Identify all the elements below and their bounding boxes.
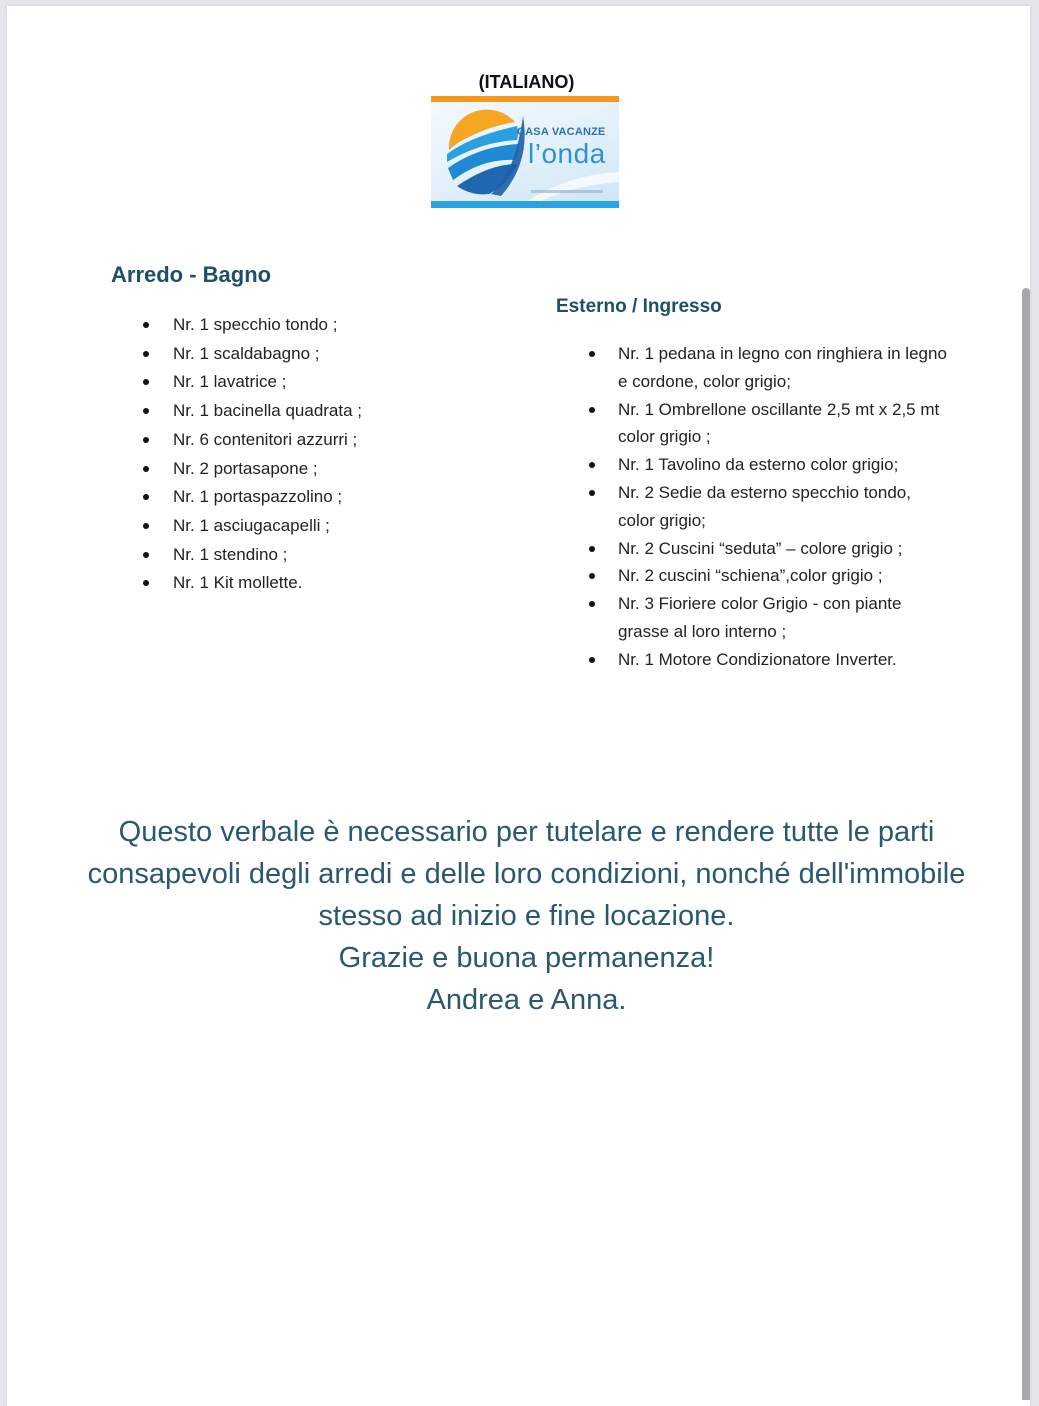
list-item: Nr. 1 portaspazzolino ;: [173, 483, 503, 512]
esterno-item-list: [618, 340, 948, 674]
logo-fine-print: [531, 190, 603, 193]
list-item: Nr. 3 Fioriere color Grigio - con piante grasse al loro interno ;: [618, 590, 948, 646]
list-item: Nr. 1 scaldabagno ;: [173, 340, 503, 369]
closing-paragraph: Questo verbale è necessario per tutelare e rendere tutte le parti consapevoli degli arredi e delle loro condizioni, nonché dell'immobile stesso ad inizio e fine locazione.: [87, 816, 966, 932]
closing-note: [87, 811, 966, 1021]
closing-signature: Andrea e Anna.: [426, 984, 627, 1016]
list-item: Nr. 2 Cuscini “seduta” – colore grigio ;: [618, 535, 948, 563]
list-item: Nr. 1 specchio tondo ;: [173, 311, 503, 340]
list-item: Nr. 1 Motore Condizionatore Inverter.: [618, 646, 948, 674]
closing-thanks: Grazie e buona permanenza!: [338, 942, 715, 974]
bagno-item-list: [173, 311, 503, 598]
casa-vacanze-logo: [431, 96, 619, 208]
logo-line2: l’onda: [528, 138, 606, 169]
section-title-bagno: Arredo - Bagno: [111, 262, 272, 287]
vertical-scrollbar[interactable]: [1022, 288, 1030, 1400]
list-item: Nr. 2 portasapone ;: [173, 455, 503, 484]
list-item: Nr. 1 Tavolino da esterno color grigio;: [618, 451, 948, 479]
list-item: Nr. 2 cuscini “schiena”,color grigio ;: [618, 562, 948, 590]
list-item: Nr. 1 lavatrice ;: [173, 368, 503, 397]
list-item: Nr. 2 Sedie da esterno specchio tondo, color grigio;: [618, 479, 948, 535]
list-item: Nr. 1 pedana in legno con ringhiera in legno e cordone, color grigio;: [618, 340, 948, 396]
language-label: (ITALIANO): [478, 72, 575, 92]
list-item: Nr. 1 stendino ;: [173, 541, 503, 570]
list-item: Nr. 1 Ombrellone oscillante 2,5 mt x 2,5 mt color grigio ;: [618, 396, 948, 452]
list-item: Nr. 1 Kit mollette.: [173, 569, 503, 598]
list-item: Nr. 6 contenitori azzurri ;: [173, 426, 503, 455]
list-item: Nr. 1 asciugacapelli ;: [173, 512, 503, 541]
logo-line1: CASA VACANZE: [517, 126, 606, 138]
list-item: Nr. 1 bacinella quadrata ;: [173, 397, 503, 426]
document-page: [7, 6, 1030, 1406]
section-title-esterno: Esterno / Ingresso: [556, 296, 722, 317]
